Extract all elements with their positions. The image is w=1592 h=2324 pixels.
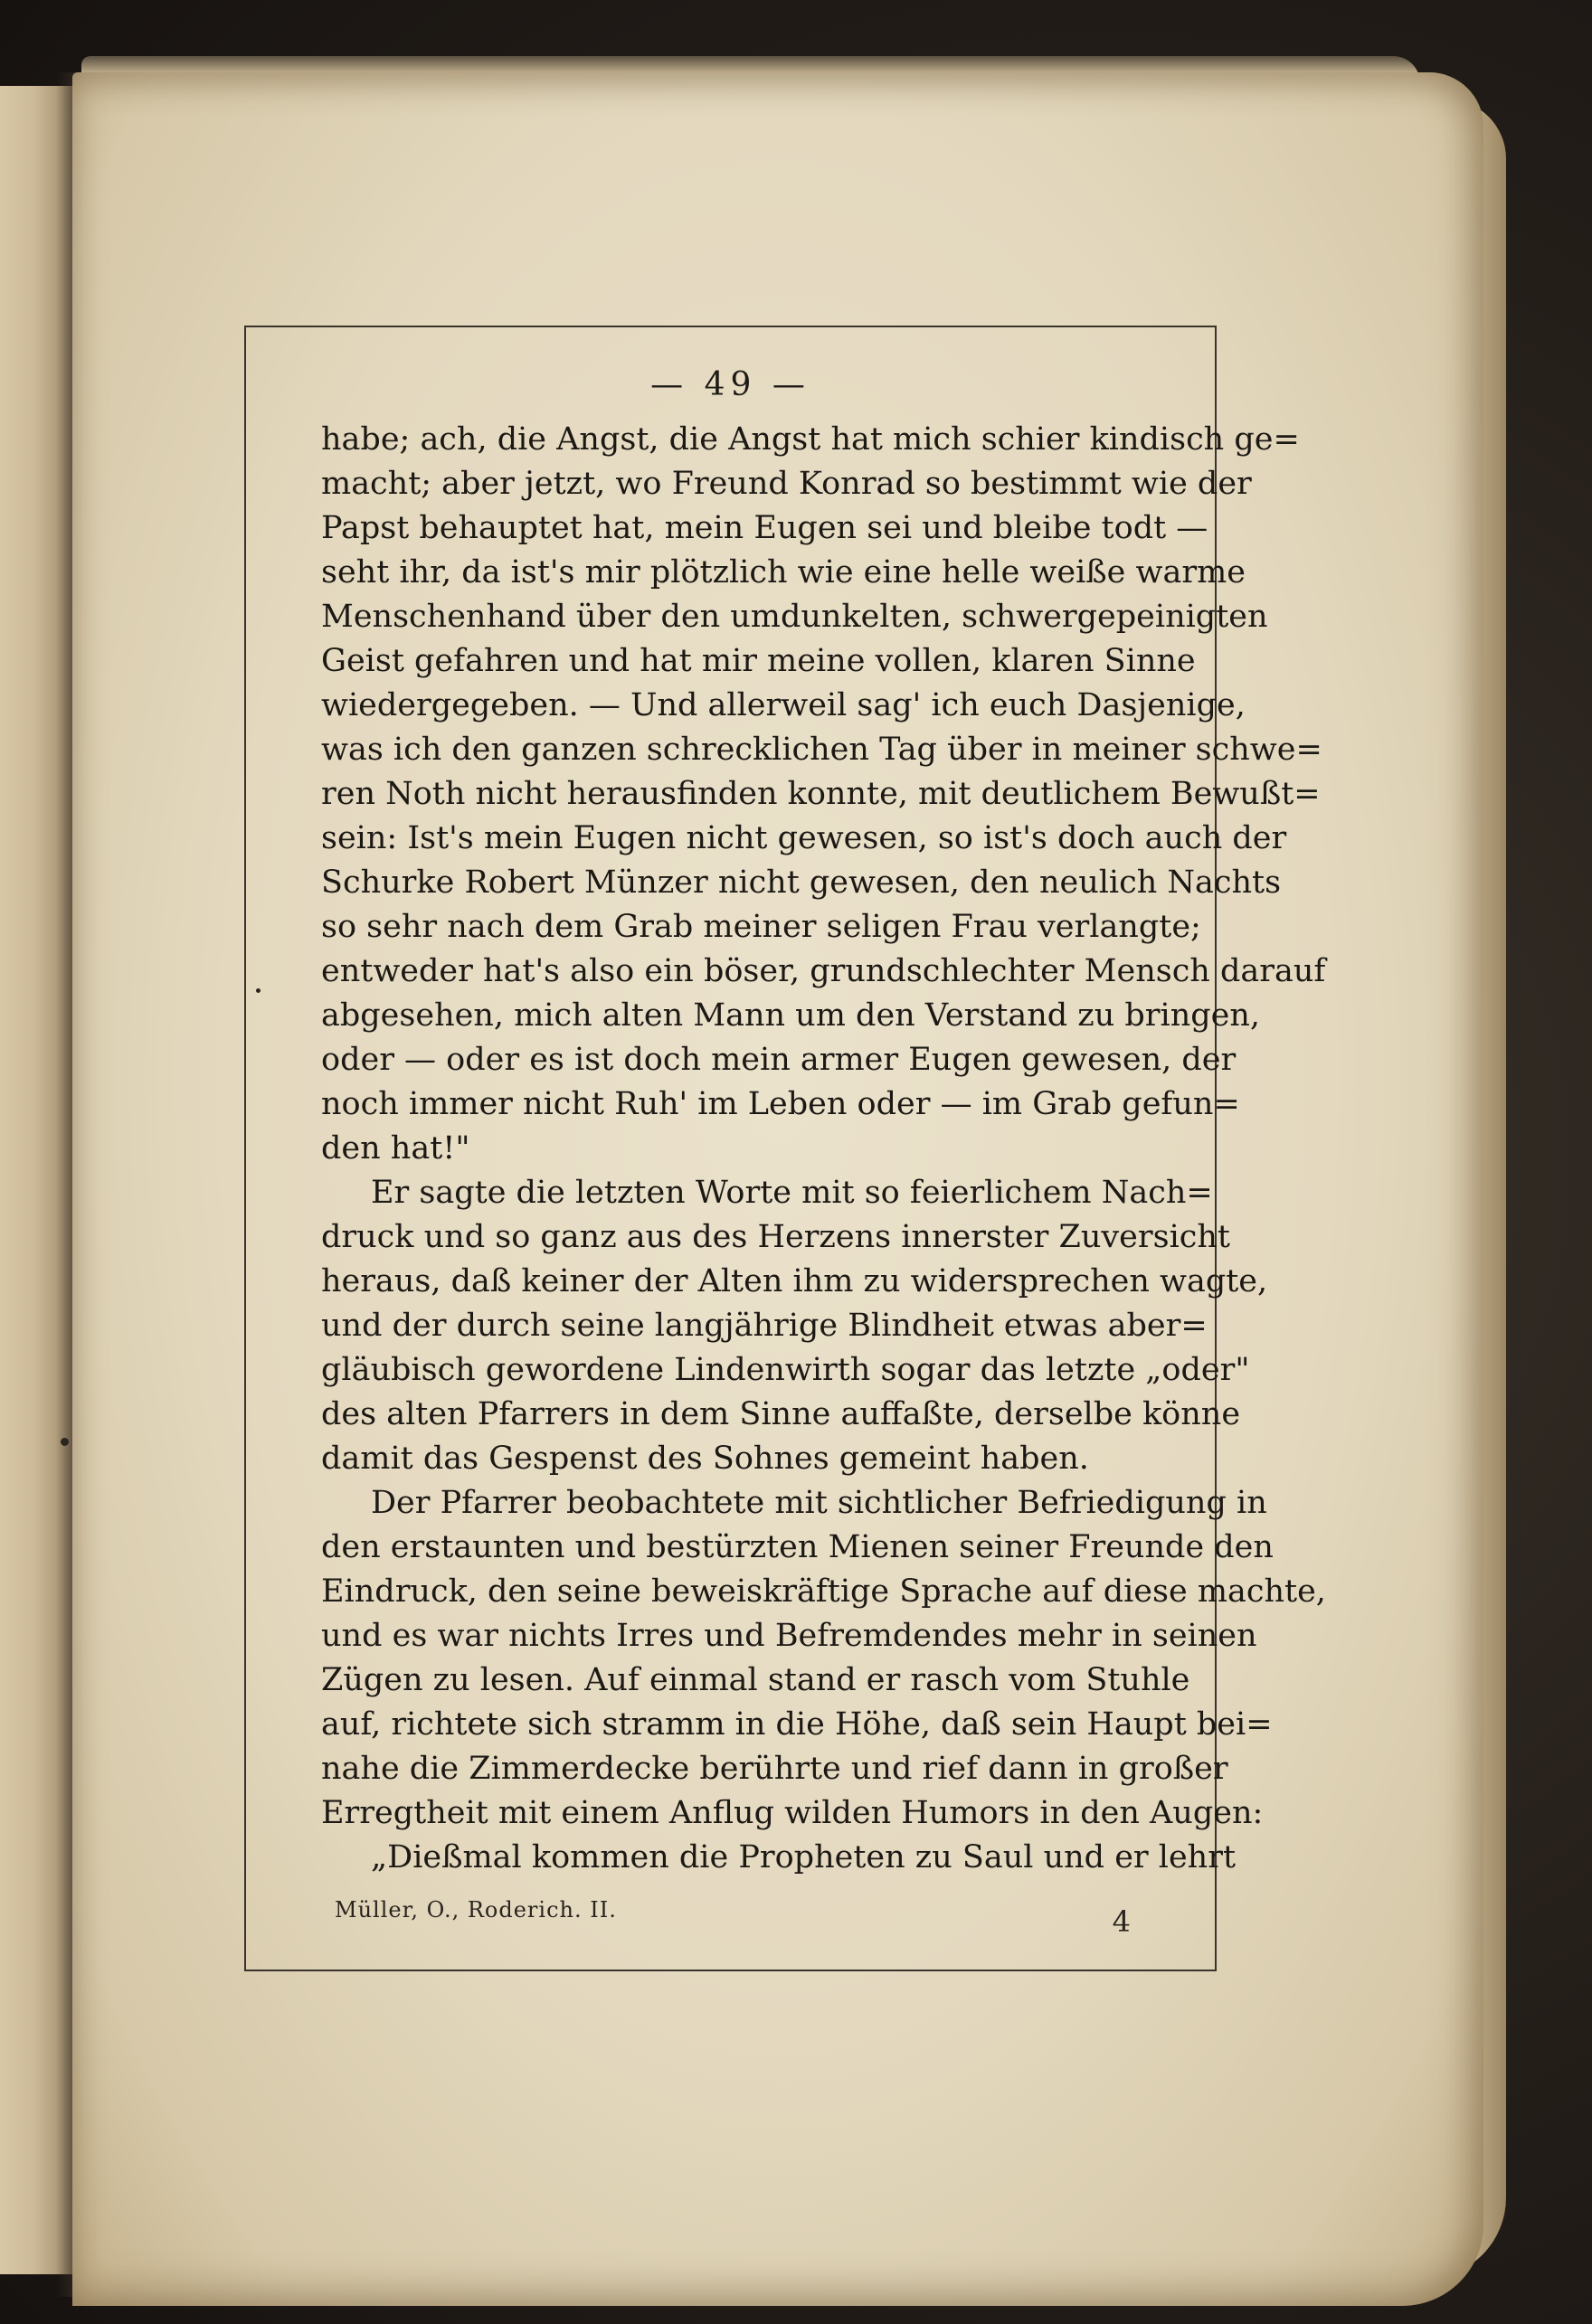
text-line: Zügen zu lesen. Auf einmal stand er rasch vom Stuhle	[321, 1662, 1190, 1698]
body-text	[321, 418, 1326, 1880]
text-line: habe; ach, die Angst, die Angst hat mich schier kindisch ge=	[321, 421, 1300, 458]
text-line: Eindruck, den seine beweiskräftige Sprache auf diese machte,	[321, 1573, 1326, 1610]
text-line: damit das Gespenst des Sohnes gemeint haben.	[321, 1441, 1089, 1477]
text-line: noch immer nicht Ruh' im Leben oder — im Grab gefun=	[321, 1086, 1240, 1122]
text-line: gläubisch gewordene Lindenwirth sogar das letzte „oder"	[321, 1352, 1250, 1388]
text-line: wiedergegeben. — Und allerweil sag' ich euch Dasjenige,	[321, 687, 1246, 723]
text-line: und es war nichts Irres und Befremdendes mehr in seinen	[321, 1618, 1257, 1654]
text-line: und der durch seine langjährige Blindheit etwas aber=	[321, 1308, 1208, 1344]
text-line: entweder hat's also ein böser, grundschlechter Mensch darauf	[321, 953, 1326, 989]
text-line: was ich den ganzen schrecklichen Tag über in meiner schwe=	[321, 732, 1322, 768]
sheet-number: 4	[1112, 1904, 1131, 1939]
text-line: den hat!"	[321, 1130, 470, 1167]
text-line: den erstaunten und bestürzten Mienen seiner Freunde den	[321, 1529, 1274, 1565]
text-line: „Dießmal kommen die Propheten zu Saul und er lehrt	[371, 1839, 1237, 1875]
text-line: Er sagte die letzten Worte mit so feierlichem Nach=	[371, 1175, 1213, 1211]
text-line: heraus, daß keiner der Alten ihm zu widersprechen wagte,	[321, 1263, 1268, 1299]
text-line: abgesehen, mich alten Mann um den Verstand zu bringen,	[321, 997, 1261, 1034]
text-line: auf, richtete sich stramm in die Höhe, daß sein Haupt bei=	[321, 1706, 1273, 1743]
text-line: ren Noth nicht herausfinden konnte, mit deutlichem Bewußt=	[321, 776, 1321, 812]
text-line: so sehr nach dem Grab meiner seligen Frau verlangte;	[321, 909, 1201, 945]
footer-signature: Müller, O., Roderich. II.	[335, 1897, 617, 1922]
text-line: Erregtheit mit einem Anflug wilden Humors in den Augen:	[321, 1795, 1264, 1831]
text-line: seht ihr, da ist's mir plötzlich wie eine helle weiße warme	[321, 554, 1246, 590]
text-line: Der Pfarrer beobachtete mit sichtlicher Befriedigung in	[371, 1485, 1267, 1521]
text-line: Menschenhand über den umdunkelten, schwergepeinigten	[321, 599, 1268, 635]
paper-speck	[256, 988, 261, 993]
text-line: macht; aber jetzt, wo Freund Konrad so bestimmt wie der	[321, 466, 1252, 502]
page-number: — 49 —	[650, 366, 810, 403]
text-line: sein: Ist's mein Eugen nicht gewesen, so ist's doch auch der	[321, 820, 1287, 856]
text-line: oder — oder es ist doch mein armer Eugen gewesen, der	[321, 1042, 1237, 1078]
page-footer	[335, 1897, 1131, 1942]
text-line: des alten Pfarrers in dem Sinne auffaßte, derselbe könne	[321, 1396, 1241, 1432]
text-line: druck und so ganz aus des Herzens innerster Zuversicht	[321, 1219, 1230, 1255]
text-line: nahe die Zimmerdecke berührte und rief dann in großer	[321, 1751, 1228, 1787]
paper-speck	[61, 1438, 69, 1446]
text-line: Geist gefahren und hat mir meine vollen, klaren Sinne	[321, 643, 1196, 679]
text-line: Papst behauptet hat, mein Eugen sei und bleibe todt —	[321, 510, 1208, 546]
text-line: Schurke Robert Münzer nicht gewesen, den neulich Nachts	[321, 864, 1282, 901]
